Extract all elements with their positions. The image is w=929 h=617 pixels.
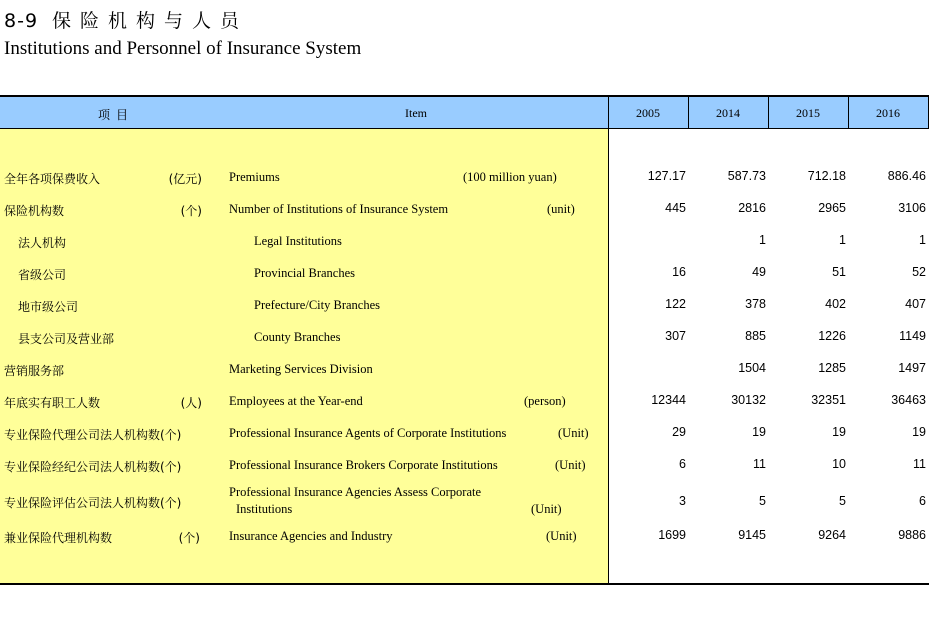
row-label-en: Legal Institutions xyxy=(254,234,342,248)
cell-value: 885 xyxy=(745,329,766,343)
row-label-cn: 营销服务部 xyxy=(4,364,65,378)
cell-value: 16 xyxy=(672,265,686,279)
row-label-en-line1: Professional Insurance Agencies Assess Corporate xyxy=(229,485,482,499)
row-label-cn: 专业保险经纪公司法人机构数(个) xyxy=(4,460,182,474)
cell-value: 19 xyxy=(752,425,766,439)
row-label-cn: 省级公司 xyxy=(18,268,67,282)
cell-value: 1699 xyxy=(658,528,686,542)
cell-value: 9886 xyxy=(898,528,926,542)
header-year: 2015 xyxy=(796,106,820,120)
cell-value: 30132 xyxy=(731,393,766,407)
table-bottom-rule xyxy=(0,583,929,585)
table-row xyxy=(0,354,929,386)
cell-value: 11 xyxy=(753,457,766,471)
cell-value: 3 xyxy=(679,494,686,508)
row-label-cn: 全年各项保费收入 xyxy=(4,172,101,186)
row-unit-en: (Unit) xyxy=(555,458,586,472)
row-label-en: Insurance Agencies and Industry xyxy=(229,529,393,543)
cell-value: 2965 xyxy=(818,201,846,215)
cell-value: 9264 xyxy=(818,528,846,542)
table-number: 8-9 xyxy=(4,10,39,32)
row-unit-cn: (亿元) xyxy=(168,172,202,186)
cell-value: 1 xyxy=(759,233,766,247)
row-unit-cn: (个) xyxy=(178,531,200,545)
row-label-en-line2: Institutions xyxy=(236,502,293,516)
row-unit-en: (person) xyxy=(524,394,566,408)
cell-value: 9145 xyxy=(738,528,766,542)
cell-value: 19 xyxy=(832,425,846,439)
cell-value: 1226 xyxy=(818,329,846,343)
cell-value: 51 xyxy=(832,265,846,279)
row-label-en: Premiums xyxy=(229,170,280,184)
cell-value: 445 xyxy=(665,201,686,215)
cell-value: 5 xyxy=(759,494,766,508)
cell-value: 49 xyxy=(752,265,766,279)
row-label-cn: 兼业保险代理机构数 xyxy=(4,531,113,545)
row-label-cn: 年底实有职工人数 xyxy=(4,396,101,410)
page-title-cn xyxy=(4,6,248,33)
cell-value: 6 xyxy=(919,494,926,508)
table-row xyxy=(0,162,929,194)
table-row xyxy=(0,484,929,520)
cell-value: 122 xyxy=(665,297,686,311)
cell-value: 1497 xyxy=(898,361,926,375)
table-row xyxy=(0,418,929,450)
table-row xyxy=(0,290,929,322)
row-label-en: County Branches xyxy=(254,330,341,344)
row-label-en: Professional Insurance Agents of Corporate Institutions xyxy=(229,426,507,440)
cell-value: 1149 xyxy=(899,329,926,343)
row-unit-en: (100 million yuan) xyxy=(463,170,557,184)
cell-value: 5 xyxy=(839,494,846,508)
row-label-en: Number of Institutions of Insurance System xyxy=(229,202,449,216)
row-label-cn: 地市级公司 xyxy=(18,300,79,314)
header-item-cn: 项目 xyxy=(98,108,135,122)
row-unit-en: (Unit) xyxy=(531,502,562,516)
row-label-cn: 保险机构数 xyxy=(4,204,65,218)
row-unit-en: (unit) xyxy=(547,202,575,216)
cell-value: 1 xyxy=(919,233,926,247)
cell-value: 1504 xyxy=(738,361,766,375)
row-label-cn: 县支公司及营业部 xyxy=(18,332,115,346)
cell-value: 52 xyxy=(912,265,926,279)
table-row xyxy=(0,322,929,354)
table-row xyxy=(0,450,929,482)
row-label-en: Marketing Services Division xyxy=(229,362,373,376)
cell-value: 886.46 xyxy=(887,169,926,183)
row-unit-cn: (个) xyxy=(180,204,202,218)
cell-value: 6 xyxy=(679,457,686,471)
cell-value: 307 xyxy=(665,329,686,343)
row-label-cn: 专业保险代理公司法人机构数(个) xyxy=(4,428,182,442)
row-label-en: Provincial Branches xyxy=(254,266,356,280)
header-year: 2016 xyxy=(876,106,900,120)
cell-value: 378 xyxy=(745,297,766,311)
row-unit-en: (Unit) xyxy=(558,426,589,440)
row-label-en: Professional Insurance Brokers Corporate Institutions xyxy=(229,458,498,472)
cell-value: 587.73 xyxy=(727,169,766,183)
table-row xyxy=(0,226,929,258)
row-label-en: Prefecture/City Branches xyxy=(254,298,380,312)
header-item-en: Item xyxy=(405,106,427,120)
cell-value: 36463 xyxy=(891,393,926,407)
cell-value: 11 xyxy=(913,457,926,471)
table-row xyxy=(0,258,929,290)
cell-value: 2816 xyxy=(738,201,766,215)
cell-value: 29 xyxy=(672,425,686,439)
cell-value: 127.17 xyxy=(647,169,686,183)
page-title-en: Institutions and Personnel of Insurance System xyxy=(4,38,362,59)
table-row xyxy=(0,521,929,553)
cell-value: 712.18 xyxy=(807,169,846,183)
cell-value: 3106 xyxy=(898,201,926,215)
table-row xyxy=(0,194,929,226)
cell-value: 10 xyxy=(832,457,846,471)
cell-value: 12344 xyxy=(651,393,686,407)
statistics-table xyxy=(0,95,929,585)
cell-value: 19 xyxy=(912,425,926,439)
cell-value: 32351 xyxy=(811,393,846,407)
table-row xyxy=(0,386,929,418)
header-year: 2014 xyxy=(716,106,740,120)
cell-value: 407 xyxy=(905,297,926,311)
header-year: 2005 xyxy=(636,106,660,120)
row-label-cn: 专业保险评估公司法人机构数(个) xyxy=(4,496,182,510)
title-cn-text: 保险机构与人员 xyxy=(52,10,249,32)
cell-value: 402 xyxy=(825,297,846,311)
row-unit-en: (Unit) xyxy=(546,529,577,543)
cell-value: 1285 xyxy=(818,361,846,375)
cell-value: 1 xyxy=(839,233,846,247)
row-label-cn: 法人机构 xyxy=(18,236,67,250)
row-label-en xyxy=(229,484,559,518)
row-label-en: Employees at the Year-end xyxy=(229,394,363,408)
row-unit-cn: (人) xyxy=(180,396,202,410)
